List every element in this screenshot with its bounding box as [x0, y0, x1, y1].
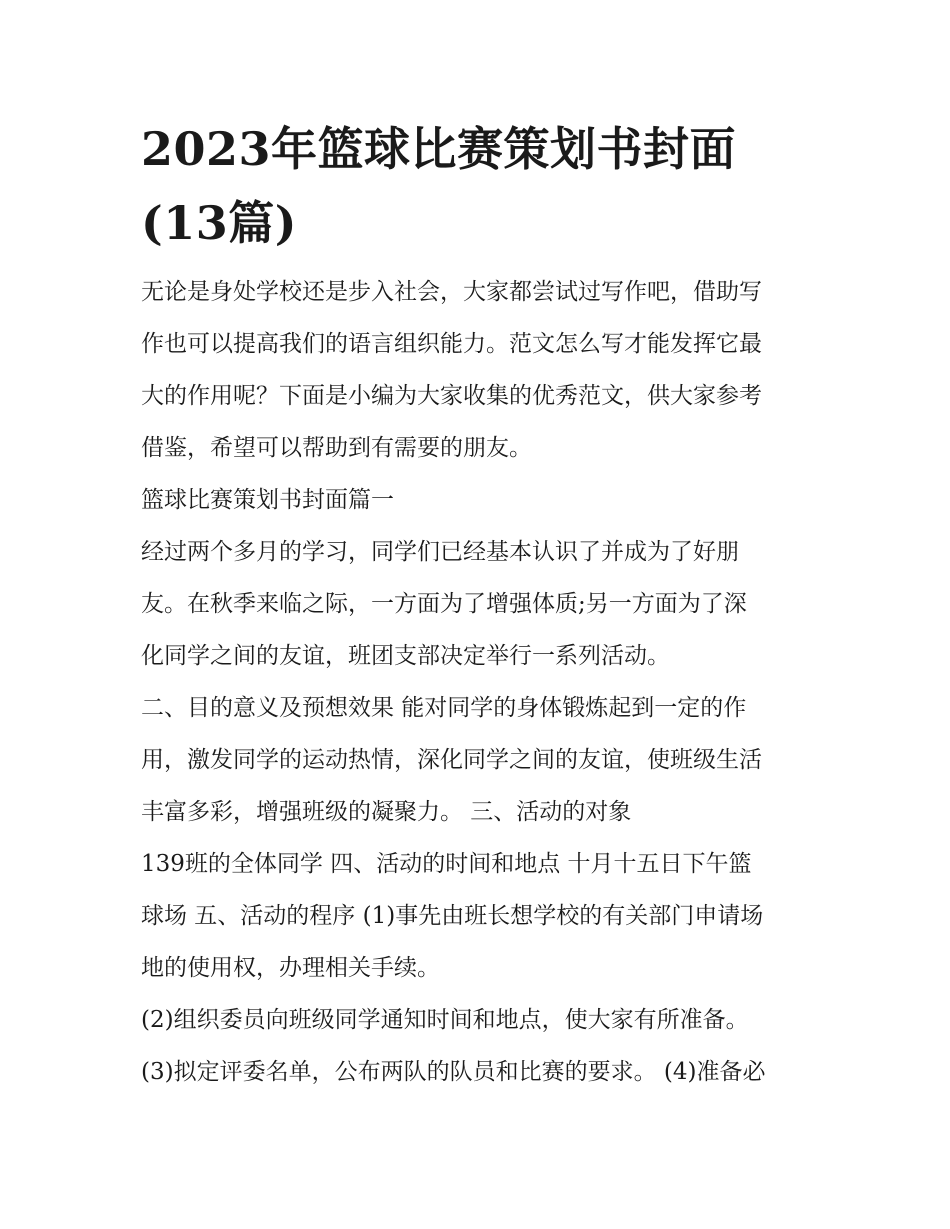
text-line: 作也可以提高我们的语言组织能力。范文怎么写才能发挥它最: [141, 331, 762, 357]
procedure-step-paragraph: [141, 994, 813, 1046]
text-line: 经过两个多月的学习，同学们已经基本认识了并成为了好朋: [141, 539, 739, 565]
text-line: 二、目的意义及预想效果 能对同学的身体锻炼起到一定的作: [141, 695, 747, 721]
document-body: [141, 266, 813, 1098]
procedure-step-paragraph: [141, 1046, 813, 1098]
text-line: 用，激发同学的运动热情，深化同学之间的友谊，使班级生活: [141, 747, 762, 773]
intro-paragraph: [141, 266, 813, 474]
text-line: (3)拟定评委名单，公布两队的队员和比赛的要求。 (4)准备必: [141, 1059, 766, 1085]
text-line: 139班的全体同学 四、活动的时间和地点 十月十五日下午篮: [141, 851, 752, 877]
purpose-paragraph: [141, 682, 813, 838]
section-heading: [141, 474, 813, 526]
text-line: 化同学之间的友谊，班团支部决定举行一系列活动。: [141, 643, 670, 669]
schedule-paragraph: [141, 838, 813, 994]
text-line: 借鉴，希望可以帮助到有需要的朋友。: [141, 435, 532, 461]
title-line: 2023年篮球比赛策划书封面: [141, 122, 737, 176]
document-title: [141, 112, 813, 260]
text-line: 地的使用权，办理相关手续。: [141, 955, 440, 981]
text-line: 篮球比赛策划书封面篇一: [141, 487, 394, 513]
background-paragraph: [141, 526, 813, 682]
title-line: (13篇): [141, 196, 298, 250]
text-line: 球场 五、活动的程序 (1)事先由班长想学校的有关部门申请场: [141, 903, 764, 929]
text-line: 丰富多彩，增强班级的凝聚力。 三、活动的对象: [141, 799, 632, 825]
text-line: 无论是身处学校还是步入社会，大家都尝试过写作吧，借助写: [141, 279, 762, 305]
document-page: [141, 112, 813, 1098]
text-line: (2)组织委员向班级同学通知时间和地点，使大家有所准备。: [141, 1007, 749, 1033]
text-line: 大的作用呢？下面是小编为大家收集的优秀范文，供大家参考: [141, 383, 762, 409]
text-line: 友。在秋季来临之际，一方面为了增强体质;另一方面为了深: [141, 591, 747, 617]
